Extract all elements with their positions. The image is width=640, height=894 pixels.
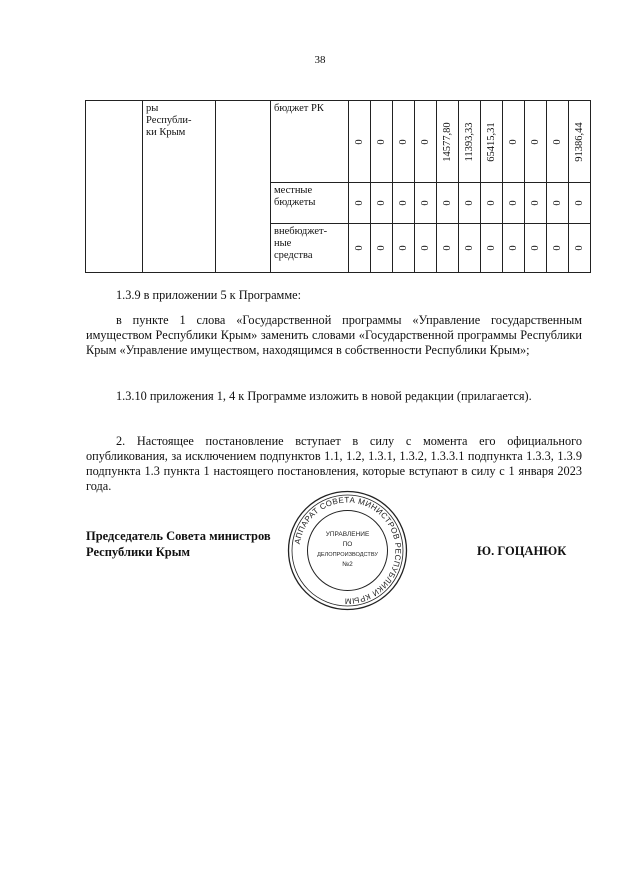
value-cell: 0 (349, 101, 371, 183)
paragraph-1-3-9: 1.3.9 в приложении 5 к Программе: (116, 288, 301, 302)
stamp-line-3: ДЕЛОПРОИЗВОДСТВУ (317, 552, 378, 558)
value-cell: 0 (459, 224, 481, 273)
table-row (86, 101, 591, 183)
stamp-ring-text: АППАРАТ СОВЕТА МИНИСТРОВ РЕСПУБЛИКИ КРЫМ (292, 495, 403, 606)
table-cell-empty (216, 101, 271, 273)
funding-source-label: бюджет РК (271, 101, 349, 183)
signatory-name: Ю. ГОЦАНЮК (477, 544, 567, 558)
funding-source-label: внебюджет- ные средства (271, 224, 349, 273)
value-cell: 0 (503, 183, 525, 224)
value-cell: 0 (503, 101, 525, 183)
stamp-line-4: №2 (342, 561, 353, 568)
value-cell: 0 (437, 224, 459, 273)
value-cell: 65415,31 (481, 101, 503, 183)
value-cell: 0 (415, 183, 437, 224)
value-cell: 0 (547, 101, 569, 183)
value-cell: 0 (371, 224, 393, 273)
value-cell: 0 (371, 183, 393, 224)
funding-source-label: местные бюджеты (271, 183, 349, 224)
value-cell: 11393,33 (459, 101, 481, 183)
official-stamp (285, 488, 410, 613)
paragraph-1-3-10: 1.3.10 приложения 1, 4 к Программе изложить в новой редакции (прилагается). (116, 389, 532, 403)
organization-cell (143, 101, 216, 273)
value-cell: 0 (415, 101, 437, 183)
value-cell: 0 (503, 224, 525, 273)
value-cell: 0 (525, 101, 547, 183)
value-cell: 0 (481, 183, 503, 224)
value-cell: 0 (415, 224, 437, 273)
value-cell: 0 (525, 183, 547, 224)
paragraph-replace-words: в пункте 1 слова «Государственной программы «Управление государственным имуществом Республики Крым» заменить словами «Государственной программы Республики Крым «Управление имуществом, находящимся в собственности Республики Крым»; (86, 313, 582, 357)
stamp-line-2: ПО (342, 541, 353, 548)
value-cell: 0 (569, 224, 591, 273)
table-cell-empty (86, 101, 143, 273)
budget-table (85, 100, 591, 273)
value-cell: 0 (547, 224, 569, 273)
value-cell: 0 (393, 183, 415, 224)
paragraph-effective-date: 2. Настоящее постановление вступает в силу с момента его официального опубликования, за исключением подпунктов 1.1, 1.2, 1.3.1, 1.3.2, 1.3.3.1 подпункта 1.3.3, 1.3.9 подпункта 1.3 пункта 1 настоящего постановления, которые вступают в силу с 1 января 2023 года. (86, 434, 582, 493)
value-cell: 0 (393, 101, 415, 183)
value-cell: 0 (371, 101, 393, 183)
value-cell: 0 (481, 224, 503, 273)
stamp-line-1: УПРАВЛЕНИЕ (325, 531, 370, 538)
page-number: 38 (314, 54, 326, 66)
value-cell: 0 (349, 224, 371, 273)
value-cell: 0 (437, 183, 459, 224)
value-cell: 0 (349, 183, 371, 224)
value-cell: 14577,80 (437, 101, 459, 183)
value-cell: 91386,44 (569, 101, 591, 183)
value-cell: 0 (525, 224, 547, 273)
value-cell: 0 (569, 183, 591, 224)
value-cell: 0 (393, 224, 415, 273)
signatory-title: Председатель Совета министров Республики Крым (86, 529, 271, 559)
value-cell: 0 (459, 183, 481, 224)
organization-label: ры Республи- ки Крым (146, 103, 192, 138)
value-cell: 0 (547, 183, 569, 224)
